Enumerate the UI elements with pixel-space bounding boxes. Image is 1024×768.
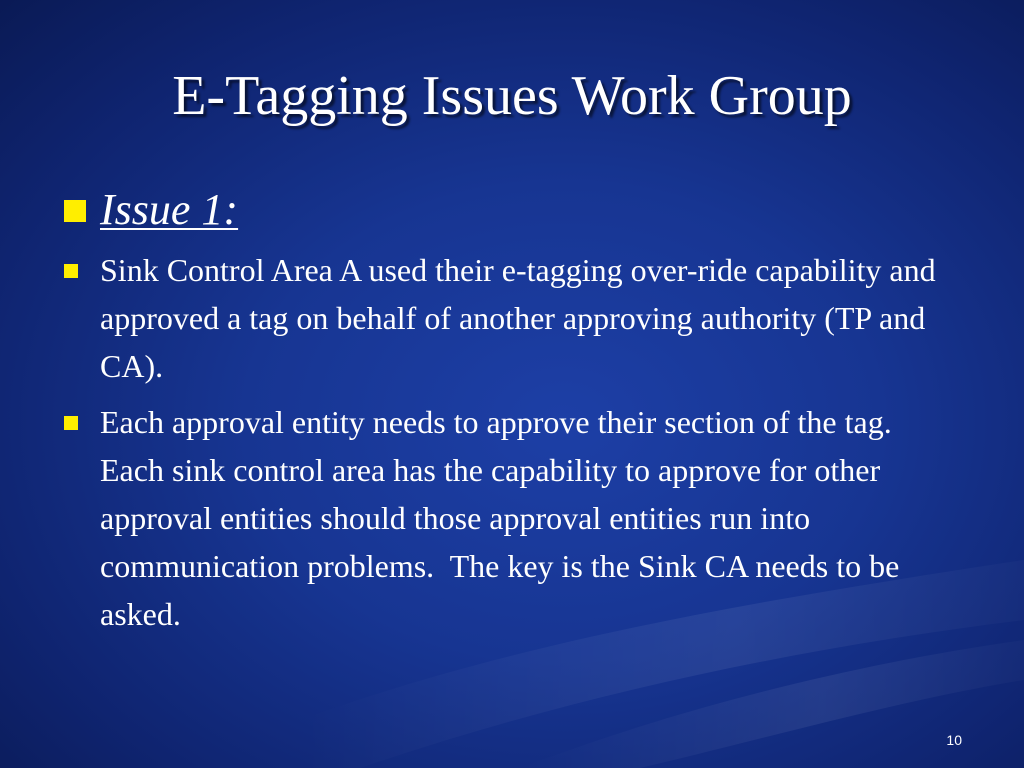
list-item <box>62 398 962 638</box>
square-bullet-icon <box>64 200 86 222</box>
list-item <box>62 246 962 390</box>
bullet-list <box>62 180 962 646</box>
bullet-text: Each approval entity needs to approve their section of the tag. Each sink control area has the capability to approve for other approval entities should those approval entities run into communication problems. The key is the Sink CA needs to be asked. <box>100 404 908 632</box>
issue-heading-item <box>62 180 962 240</box>
square-bullet-icon <box>64 416 78 430</box>
bullet-text: Sink Control Area A used their e-tagging over-ride capability and approved a tag on behalf of another approving authority (TP and CA). <box>100 252 936 384</box>
page-number: 10 <box>946 732 962 748</box>
issue-heading: Issue 1: <box>100 185 239 234</box>
square-bullet-icon <box>64 264 78 278</box>
slide-title: E-Tagging Issues Work Group <box>172 65 852 127</box>
